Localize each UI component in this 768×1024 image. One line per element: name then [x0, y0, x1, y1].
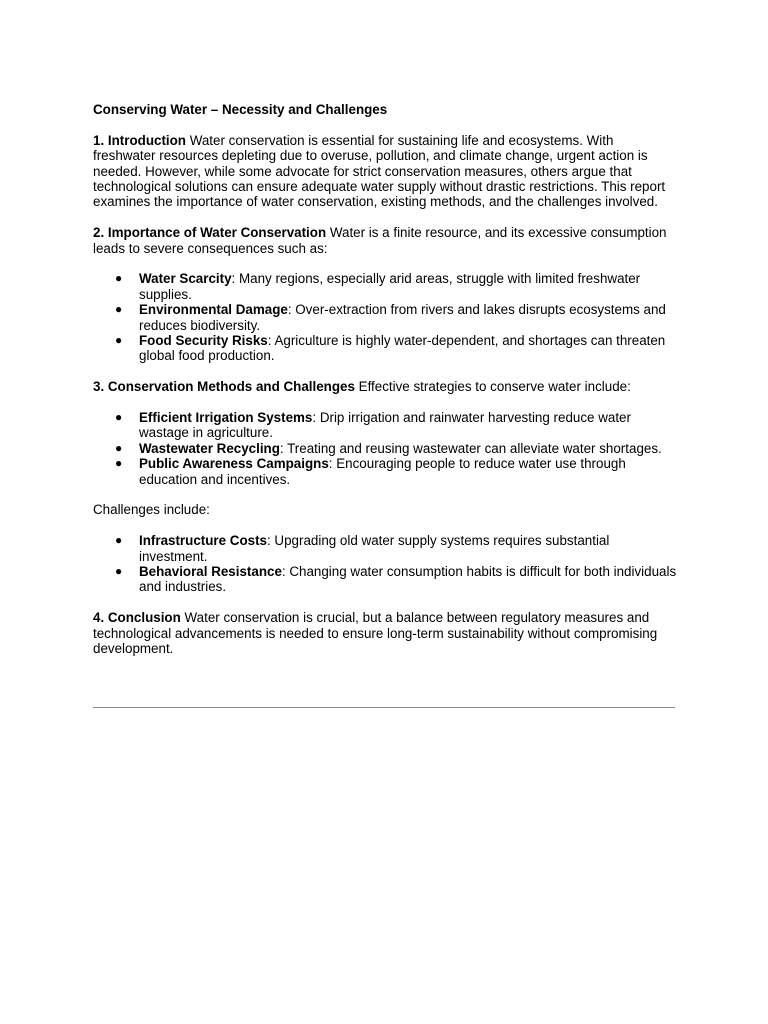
importance-list	[93, 271, 678, 363]
list-item-desc: : Treating and reusing wastewater can alleviate water shortages.	[279, 440, 662, 456]
list-item-term: Behavioral Resistance	[139, 564, 282, 580]
section-heading: 4. Conclusion	[93, 610, 181, 626]
section-heading: 3. Conservation Methods and Challenges	[93, 379, 355, 395]
bullet-icon: ●	[115, 410, 123, 425]
section-text: Effective strategies to conserve water include:	[354, 379, 631, 395]
list-item-term: Food Security Risks	[139, 333, 268, 349]
list-item-term: Infrastructure Costs	[139, 533, 267, 549]
list-item	[93, 302, 678, 333]
bullet-icon: ●	[115, 564, 123, 579]
list-item-desc: : Over-extraction from rivers and lakes disrupts ecosystems and reduces biodiversity.	[139, 302, 666, 333]
list-item	[93, 456, 678, 487]
section-conclusion	[93, 610, 678, 656]
section-text: Water is a finite resource, and its excessive consumption leads to severe consequences such as:	[93, 225, 667, 256]
challenges-intro: Challenges include:	[93, 502, 210, 518]
section-text: Water conservation is essential for sustaining life and ecosystems. With freshwater resources depleting due to overuse, pollution, and climate change, urgent action is needed. However, while some advocate for strict conservation measures, others argue that technological solutions can ensure adequate water supply without drastic restrictions. This report examines the importance of water conservation, existing methods, and the challenges involved.	[93, 132, 666, 210]
list-item	[93, 441, 678, 456]
list-item	[93, 410, 678, 441]
methods-list	[93, 410, 678, 487]
bullet-icon: ●	[115, 456, 123, 471]
section-heading: 2. Importance of Water Conservation	[93, 225, 327, 241]
list-item-term: Efficient Irrigation Systems	[139, 410, 313, 426]
list-item-desc: : Agriculture is highly water-dependent, and shortages can threaten global food production.	[139, 333, 666, 364]
bullet-icon: ●	[115, 271, 123, 286]
list-item	[93, 271, 678, 302]
list-item	[93, 533, 678, 564]
document-title: Conserving Water – Necessity and Challenges	[93, 102, 388, 117]
section-introduction	[93, 133, 678, 210]
section-text: Water conservation is crucial, but a balance between regulatory measures and technological advancements is needed to ensure long-term sustainability without compromising development.	[93, 610, 658, 657]
document-body	[93, 102, 678, 672]
list-item	[93, 564, 678, 595]
bullet-icon: ●	[115, 440, 123, 455]
bullet-icon: ●	[115, 302, 123, 317]
challenges-list	[93, 533, 678, 595]
list-item-term: Public Awareness Campaigns	[139, 456, 329, 472]
list-item-desc: : Many regions, especially arid areas, struggle with limited freshwater supplies.	[139, 271, 641, 302]
list-item-desc: : Drip irrigation and rainwater harvesting reduce water wastage in agriculture.	[139, 410, 631, 441]
list-item	[93, 333, 678, 364]
list-item-term: Wastewater Recycling	[139, 440, 280, 456]
section-importance	[93, 225, 678, 256]
list-item-term: Water Scarcity	[139, 271, 232, 287]
list-item-desc: : Changing water consumption habits is difficult for both individuals and industries.	[139, 564, 677, 595]
list-item-desc: : Upgrading old water supply systems requires substantial investment.	[139, 533, 610, 564]
bullet-icon: ●	[115, 533, 123, 548]
bullet-icon: ●	[115, 333, 123, 348]
horizontal-rule	[93, 707, 675, 708]
section-heading: 1. Introduction	[93, 132, 186, 148]
list-item-desc: : Encouraging people to reduce water use through education and incentives.	[139, 456, 626, 487]
section-methods	[93, 379, 678, 394]
list-item-term: Environmental Damage	[139, 302, 288, 318]
